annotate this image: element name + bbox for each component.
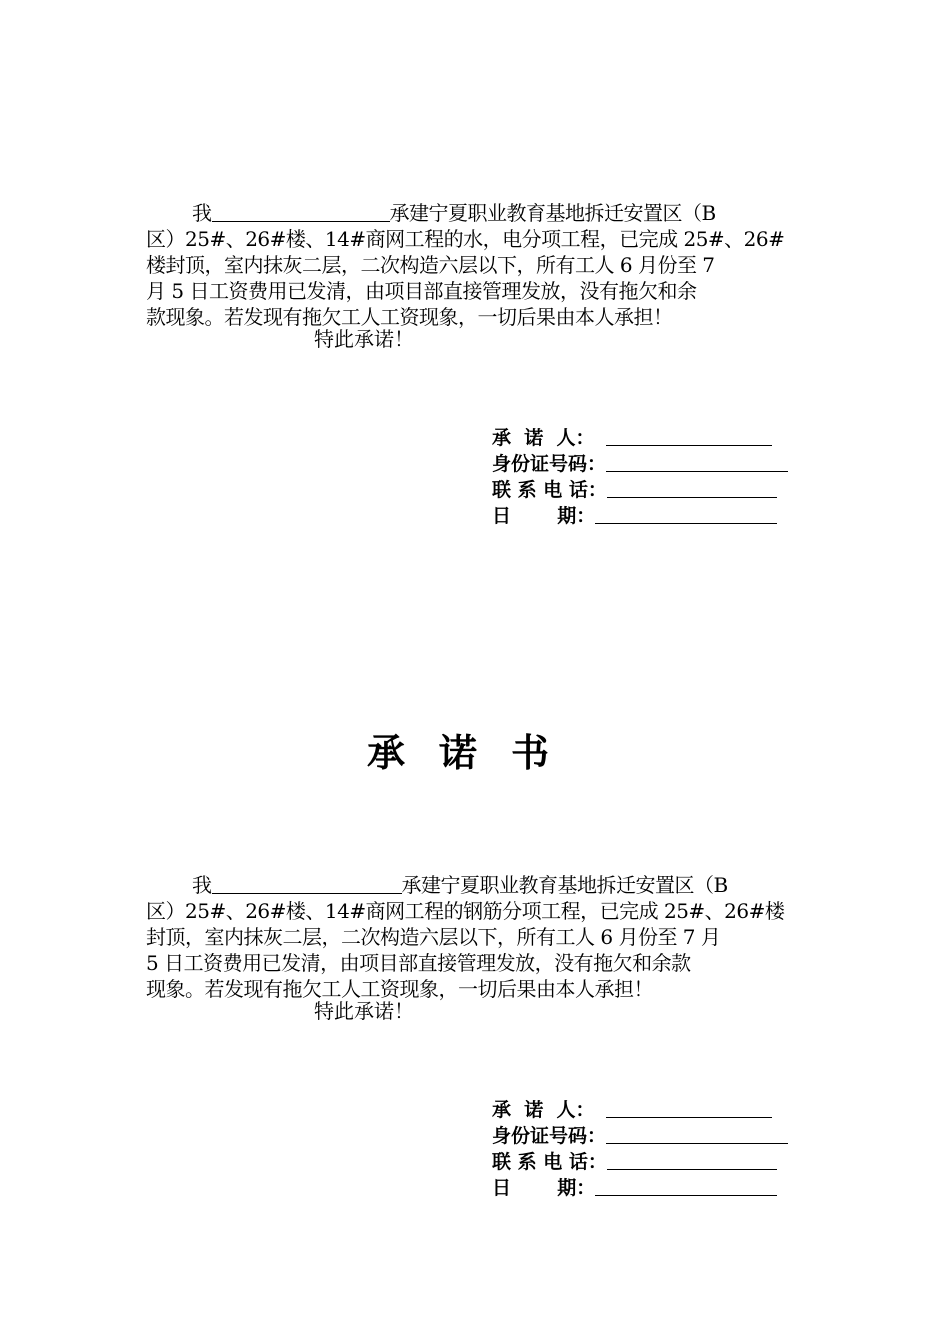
paragraph-line-2: 区）25#、26#楼、14#商网工程的水，电分项工程，已完成 25#、26# — [146, 227, 785, 251]
phone-label: 联 系 电 话： — [492, 479, 607, 501]
phone-label: 联 系 电 话： — [492, 1151, 607, 1173]
signer-field[interactable] — [606, 1099, 772, 1118]
id-number-label: 身份证号码： — [492, 1125, 607, 1147]
paragraph-line-4: 5 日工资费用已发清，由项目部直接管理发放，没有拖欠和余款 — [146, 951, 691, 975]
date-label: 日 期： — [492, 505, 596, 527]
opening-word: 我 — [192, 873, 212, 897]
signature-block — [492, 1096, 788, 1200]
date-row — [492, 1174, 788, 1200]
date-label: 日 期： — [492, 1177, 596, 1199]
signer-row — [492, 424, 788, 450]
id-number-field[interactable] — [606, 453, 788, 472]
document-title: 承诺书 — [366, 731, 583, 775]
closing-statement: 特此承诺！ — [314, 999, 414, 1023]
date-field[interactable] — [595, 505, 777, 524]
paragraph-line-1: 我 承建宁夏职业教育基地拆迁安置区（B — [192, 873, 728, 897]
signer-field[interactable] — [606, 427, 772, 446]
signer-row — [492, 1096, 788, 1122]
phone-field[interactable] — [607, 1151, 777, 1170]
closing-statement: 特此承诺！ — [314, 327, 414, 351]
signer-label: 承 诺 人： — [492, 427, 595, 449]
paragraph-line-3: 楼封顶，室内抹灰二层，二次构造六层以下，所有工人 6 月份至 7 — [146, 253, 715, 277]
date-row — [492, 502, 788, 528]
id-number-row — [492, 1122, 788, 1148]
id-number-row — [492, 450, 788, 476]
id-number-field[interactable] — [606, 1125, 788, 1144]
signer-label: 承 诺 人： — [492, 1099, 595, 1121]
paragraph-line-2: 区）25#、26#楼、14#商网工程的钢筋分项工程，已完成 25#、26#楼 — [146, 899, 785, 923]
commitment-paragraph — [146, 872, 810, 1002]
paragraph-line-3: 封顶，室内抹灰二层，二次构造六层以下，所有工人 6 月份至 7 月 — [146, 925, 721, 949]
paragraph-line-5: 款现象。若发现有拖欠工人工资现象，一切后果由本人承担！ — [146, 305, 673, 329]
signature-block — [492, 424, 788, 528]
date-field[interactable] — [595, 1177, 777, 1196]
paragraph-line-5: 现象。若发现有拖欠工人工资现象，一切后果由本人承担！ — [146, 977, 653, 1001]
phone-field[interactable] — [607, 479, 777, 498]
id-number-label: 身份证号码： — [492, 453, 607, 475]
phone-row — [492, 476, 788, 502]
phone-row — [492, 1148, 788, 1174]
paragraph-line-4: 月 5 日工资费用已发清，由项目部直接管理发放，没有拖欠和余 — [146, 279, 697, 303]
contractor-name-blank[interactable] — [212, 875, 402, 894]
paragraph-line-1: 我 承建宁夏职业教育基地拆迁安置区（B — [192, 201, 716, 225]
opening-word: 我 — [192, 201, 212, 225]
contractor-name-blank[interactable] — [212, 203, 390, 222]
commitment-paragraph — [146, 200, 810, 330]
